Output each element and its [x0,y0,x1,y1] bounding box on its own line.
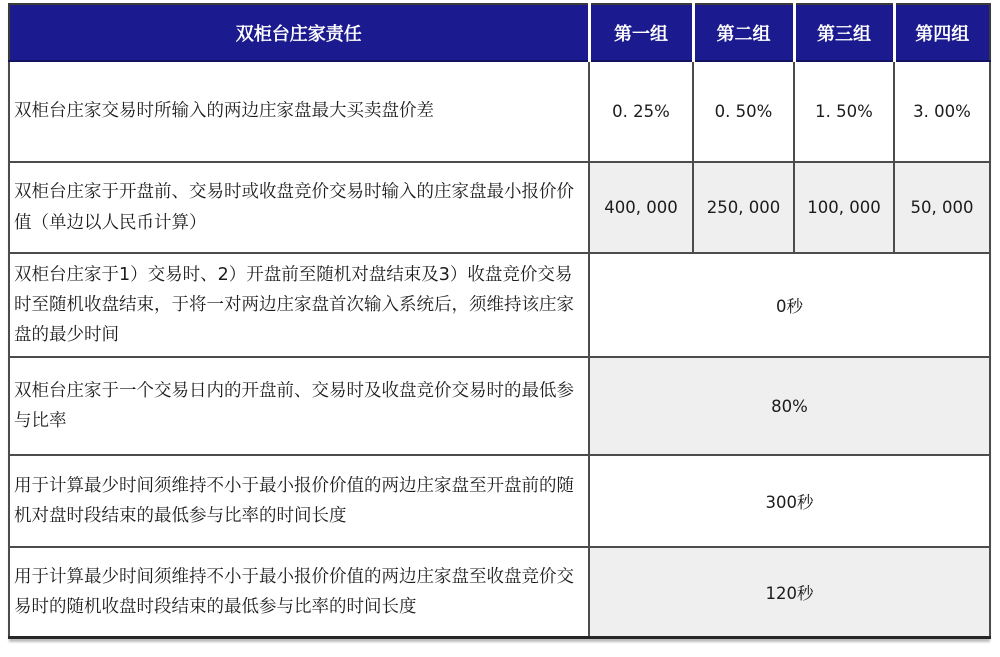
header-cell-responsibility: 双柜台庄家责任 [9,4,589,61]
table-row [9,61,990,162]
row-label-min-participation-ratio: 双柜台庄家于一个交易日内的开盘前、交易时及收盘竞价交易时的最低参与比率 [9,357,589,455]
value-max-spread-g3: 1. 50% [794,61,894,162]
value-min-participation-ratio: 80% [589,357,990,455]
value-min-quote-g1: 400, 000 [589,162,693,253]
value-max-spread-g4: 3. 00% [894,61,990,162]
header-row [9,4,990,61]
table-row [9,162,990,253]
value-open-auction-duration: 300秒 [589,455,990,547]
table-row [9,455,990,547]
value-min-quote-g3: 100, 000 [794,162,894,253]
header-cell-group-4: 第四组 [894,4,990,61]
header-cell-group-2: 第二组 [693,4,794,61]
value-max-spread-g1: 0. 25% [589,61,693,162]
value-min-quote-g4: 50, 000 [894,162,990,253]
value-min-maintain-time: 0秒 [589,253,990,357]
market-maker-responsibility-table [8,3,991,639]
row-label-max-spread: 双柜台庄家交易时所输入的两边庄家盘最大买卖盘价差 [9,61,589,162]
table-row [9,547,990,637]
header-cell-group-3: 第三组 [794,4,894,61]
header-cell-group-1: 第一组 [589,4,693,61]
value-close-auction-duration: 120秒 [589,547,990,637]
table-row [9,253,990,357]
row-label-min-maintain-time: 双柜台庄家于1）交易时、2）开盘前至随机对盘结束及3）收盘竞价交易时至随机收盘结束，于将一对两边庄家盘首次输入系统后，须维持该庄家盘的最少时间 [9,253,589,357]
value-min-quote-g2: 250, 000 [693,162,794,253]
table-row [9,357,990,455]
row-label-close-auction-duration: 用于计算最少时间须维持不小于最小报价价值的两边庄家盘至收盘竞价交易时的随机收盘时段结束的最低参与比率的时间长度 [9,547,589,637]
row-label-min-quote-value: 双柜台庄家于开盘前、交易时或收盘竞价交易时输入的庄家盘最小报价价值（单边以人民币计算） [9,162,589,253]
value-max-spread-g2: 0. 50% [693,61,794,162]
row-label-open-auction-duration: 用于计算最少时间须维持不小于最小报价价值的两边庄家盘至开盘前的随机对盘时段结束的最低参与比率的时间长度 [9,455,589,547]
